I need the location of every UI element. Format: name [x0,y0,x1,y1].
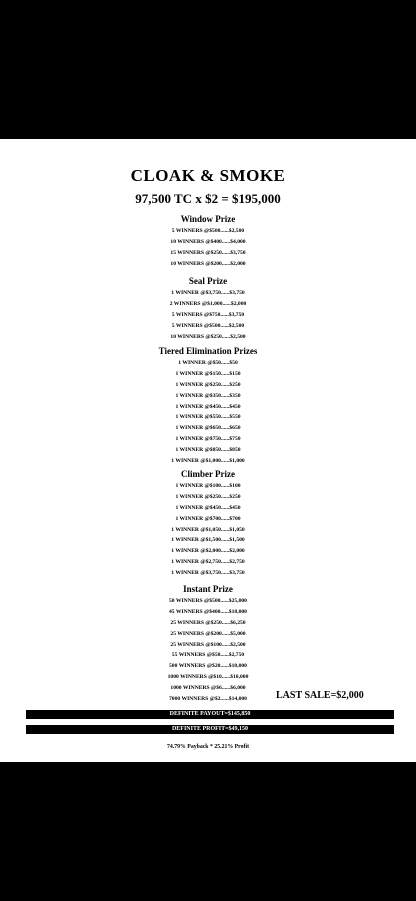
prize-line: 1 WINNER @$3,750......$3,750 [171,570,245,577]
prize-line: 1 WINNER @$1,000......$1,000 [171,458,245,465]
definite-payout-bar: DEFINITE PAYOUT=$145,850 [26,710,394,719]
section-window-prize [0,213,416,270]
prize-line: 1 WINNER @$50......$50 [178,360,238,366]
prize-line: 1 WINNER @$700......$700 [175,515,241,522]
prize-line: 1 WINNER @$450......$450 [175,403,241,410]
definite-profit-bar: DEFINITE PROFIT=$49,150 [26,725,394,734]
prize-line: 1 WINNER @$350......$350 [175,392,241,399]
prize-line: 1 WINNER @$3,750......$3,750 [171,290,245,296]
section-heading: Seal Prize [188,276,228,286]
prize-line: 1 WINNER @$250......$250 [175,493,241,500]
prize-line: 10 WINNERS @$200......$2,000 [170,260,246,267]
page-subtitle: 97,500 TC x $2 = $195,000 [135,191,281,206]
section-tiered-elimination [0,345,416,467]
prize-line: 500 WINNERS @$20......$10,000 [169,663,247,670]
prize-line: 1 WINNER @$250......$250 [175,381,241,388]
prize-line: 50 WINNERS @$500......$25,000 [169,598,247,604]
prize-line: 25 WINNERS @$200......$5,000 [170,630,246,637]
prize-line: 15 WINNERS @$250......$3,750 [170,249,246,256]
prize-line: 10 WINNERS @$400......$4,000 [170,238,246,245]
payback-footer: 74.79% Payback * 25.21% Profit [166,744,249,750]
prize-line: 1 WINNER @$550......$550 [175,414,241,421]
prize-line: 1 WINNER @$1,050......$1,050 [171,526,245,533]
section-climber-prize [0,468,416,579]
page-title: CLOAK & SMOKE [130,166,286,185]
prize-line: 1 WINNER @$100......$100 [175,483,241,489]
section-heading: Climber Prize [180,469,236,479]
prize-line: 1 WINNER @$750......$750 [175,436,241,443]
prize-line: 1 WINNER @$450......$450 [175,504,241,511]
section-heading: Instant Prize [183,584,233,594]
prize-line: 25 WINNERS @$100......$2,500 [170,641,246,648]
prize-line: 25 WINNERS @$250......$6,250 [170,619,246,626]
section-seal-prize [0,275,416,342]
section-heading: Tiered Elimination Prizes [158,346,258,356]
prize-line: 1 WINNER @$1,500......$1,500 [171,537,245,544]
prize-line: 1000 WINNERS @$6......$6,000 [170,685,246,692]
prize-sheet [0,139,416,762]
prize-line: 5 WINNERS @$500......$2,500 [171,322,245,329]
last-sale-text: LAST SALE=$2,000 [276,690,364,701]
prize-line: 1 WINNER @$2,000......$2,000 [171,548,245,555]
prize-line: 1 WINNER @$2,750......$2,750 [171,559,245,566]
prize-line: 1 WINNER @$850......$850 [175,447,241,454]
prize-line: 1000 WINNERS @$10......$10,000 [167,674,249,681]
prize-line: 45 WINNERS @$400......$18,000 [169,608,247,615]
prize-line: 1 WINNER @$150......$150 [175,370,241,377]
prize-line: 5 WINNERS @$750......$3,750 [171,311,245,318]
prize-line: 10 WINNERS @$250......$2,500 [170,333,246,340]
prize-line: 2 WINNERS @$1,000......$2,000 [169,300,247,307]
section-heading: Window Prize [180,214,236,224]
prize-line: 7000 WINNERS @$2......$14,000 [169,696,247,703]
prize-line: 55 WINNERS @$50......$2,750 [171,652,245,659]
section-instant-prize [0,583,416,705]
prize-line: 5 WINNERS @$500......$2,500 [171,228,245,234]
prize-line: 1 WINNER @$650......$650 [175,425,241,432]
